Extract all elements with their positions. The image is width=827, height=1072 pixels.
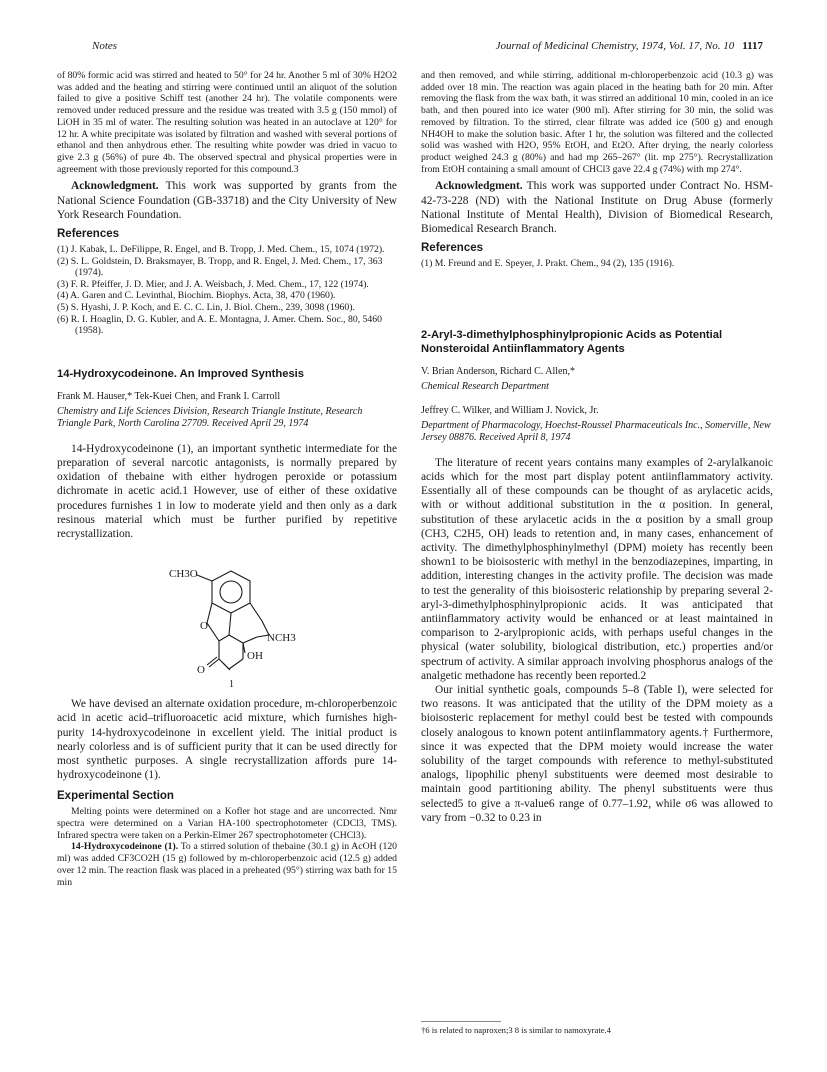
acknowledgment: [57, 179, 397, 222]
reference-list: [421, 258, 773, 270]
page-number: 1117: [742, 40, 763, 52]
intro-paragraph-1: 14-Hydroxycodeinone (1), an important synthetic intermediate for the preparation of several narcotic antagonists, is normally prepared by oxidation of thebaine with either hydrogen peroxide or potassium dichromate in acetic acid.1 However, use of either of these oxidative procedures furnishes 1 in low to moderate yield and then only as a dark resinous material which must be further purified by repetitive recrystallization.: [57, 442, 397, 540]
article-affiliation: Chemistry and Life Sciences Division, Research Triangle Institute, Research Triangle Park, North Carolina 27709. Received April 29, 1974: [57, 405, 363, 429]
ring-oxygen-label: O: [200, 620, 208, 633]
running-header-right: [496, 40, 763, 52]
footnote-rule: [421, 1021, 501, 1022]
reference-item: (1) M. Freund and E. Speyer, J. Prakt. Chem., 94 (2), 135 (1916).: [421, 258, 675, 270]
reference-item: (5) S. Hyashi, J. P. Koch, and E. C. C. Lin, J. Biol. Chem., 239, 3098 (1960).: [57, 301, 355, 313]
ketone-oxygen-label: O: [197, 664, 205, 677]
compound-heading: 14-Hydroxycodeinone (1).: [71, 841, 179, 853]
right-column: [421, 70, 773, 825]
article-authors: V. Brian Anderson, Richard C. Allen,*: [421, 365, 575, 377]
experimental-text: To a stirred solution of thebaine (30.1 g) in AcOH (120 ml) was added CF3CO2H (15 g) followed by m-chloroperbenzoic acid (12.5 g) added over 12 min. The reaction flask was placed in a preheated (95°) stirring wax bath for 15 min: [57, 841, 398, 888]
acknowledgment-text: This work was supported by grants from the National Science Foundation (GB-33718) and the City University of New York Research Foundation.: [57, 180, 397, 221]
acknowledgment-label: Acknowledgment.: [435, 180, 523, 193]
reference-item: (4) A. Garen and C. Levinthal, Biochim. Biophys. Acta, 38, 470 (1960).: [57, 290, 336, 302]
reference-list: [57, 244, 397, 337]
experimental-paragraph-2: [57, 841, 397, 888]
structure-drawing: [57, 549, 397, 689]
footnote-text: †6 is related to naproxen;3 8 is similar to namoxyrate.4: [421, 1025, 611, 1035]
intro-paragraph-2: We have devised an alternate oxidation procedure, m-chloroperbenzoic acid in acetic acid–trifluoroacetic acid mixture, which furnishes high-purity 14-hydroxycodeinone in excellent yield. The initial product is nearly colorless and is of sufficient purity that it can be used directly for most synthetic purposes. A single recrystallization affords pure 14-hydroxycodeinone (1).: [57, 698, 397, 782]
reference-item: (1) J. Kabak, L. DeFilippe, R. Engel, and B. Tropp, J. Med. Chem., 15, 1074 (1972).: [57, 243, 385, 255]
references-heading: References: [421, 242, 484, 255]
amine-label: NCH3: [267, 632, 296, 645]
reference-item: (2) S. L. Goldstein, D. Braksmayer, B. Tropp, and R. Engel, J. Med. Chem., 17, 363 (1974).: [57, 255, 383, 279]
acknowledgment-label: Acknowledgment.: [71, 180, 159, 193]
acknowledgment: [421, 179, 773, 236]
article-affiliation: Department of Pharmacology, Hoechst-Roussel Pharmaceuticals Inc., Somerville, New Jersey 08876. Received April 8, 1974: [421, 419, 771, 443]
continued-paragraph: and then removed, and while stirring, additional m-chloroperbenzoic acid (10.3 g) was added over 18 min. The reaction was again placed in the heating bath for 20 min. After removing the flask from the wax bath, it was stirred an additional 10 min, cooled in an ice bath, and then poured into ice water (900 ml). After stirring for 30 min, the solid was removed by filtration. To the stirred, clear filtrate was added ice (500 g) and enough NH4OH to make the solution basic. After 1 hr, the solution was filtered and the collected solid was washed with H2O, 95% EtOH, and Et2O. After drying, the nearly colorless product weighed 24.3 g (80%) and had mp 265–267° (lit. mp 275°). Recrystallization from EtOH containing a small amount of CHCl3 gave 22.4 g (74%) with mp 274°.: [421, 70, 773, 175]
acknowledgment-text: This work was supported under Contract No. HSM-42-73-228 (ND) with the National Institute on Drug Abuse (formerly National Institute of Mental Health), Division of Biomedical Research, Biomedical Research Branch.: [421, 180, 773, 235]
journal-citation: Journal of Medicinal Chemistry, 1974, Vol. 17, No. 10: [495, 40, 735, 52]
continued-paragraph: of 80% formic acid was stirred and heated to 50° for 24 hr. Another 5 ml of 30% H2O2 was added and the heating and stirring were continued until an aliquot of the solution failed to give a positive Schiff test (another 24 hr). The volatile components were removed under reduced pressure and the residue was treated with 3.5 g (150 mmol) of LiOH in 35 ml of water. The resulting solution was heated in an autoclave at 120° for 12 hr. A white precipitate was isolated by filtration and washed with several portions of ethanol and then anhydrous ether. The resulting white powder was dried in vacuo to give 2.3 g (56%) of pure 4b. The observed spectral and physical properties were in agreement with those previously reported for this compound.3: [57, 70, 397, 175]
reference-item: (6) R. I. Hoaglin, D. G. Kubler, and A. E. Montagna, J. Amer. Chem. Soc., 80, 5460 (1958).: [57, 313, 382, 337]
article-title: 2-Aryl-3-dimethylphosphinylpropionic Acids as Potential Nonsteroidal Antiinflammatory Agents: [421, 328, 723, 355]
experimental-heading: Experimental Section: [57, 790, 174, 803]
running-header-left: Notes: [92, 40, 118, 52]
compound-number: 1: [229, 679, 234, 690]
left-column: [57, 70, 397, 888]
article-title: 14-Hydroxycodeinone. An Improved Synthesis: [57, 367, 305, 380]
experimental-paragraph-1: Melting points were determined on a Kofler hot stage and are uncorrected. Nmr spectra were determined on a Varian HA-100 spectrophotometer (CDCl3, TMS). Infrared spectra were taken on a Perkin-Elmer 267 spectrophotometer (CHCl3).: [57, 806, 397, 841]
footnote: [421, 1021, 773, 1035]
methoxy-label: CH3O: [169, 568, 198, 581]
hydroxy-label: OH: [247, 650, 263, 663]
article-authors: Jeffrey C. Wilker, and William J. Novick, Jr.: [421, 404, 599, 416]
references-heading: References: [57, 227, 120, 240]
article-affiliation: Chemical Research Department: [421, 380, 549, 392]
body-paragraph-1: The literature of recent years contains many examples of 2-arylalkanoic acids which for the most part display potent antiinflammatory activity. Essentially all of these compounds can be thought of as arylacetic acids, with or without additional substitution in the α position. In general, substitution of these arylacetic acids in the α position by a small group (CH3, C2H5, OH) leads to retention and, in many cases, enhancement of activity. The dimethylphosphinylmethyl (DPM) moiety has recently been shown1 to be bioisosteric with methyl in the benzodiazepines, imparting, in addition, interesting changes in the activity profile. The decision was made to test the generality of this bioisosteric relationship by preparing several 2-aryl-3-dimethylphosphinylpropionic acids. It was anticipated that antiinflammatory activity would be enhanced or at least maintained in comparison to 2-arylpropionic acids, with perhaps useful changes in the physical (water solubility, biological distribution, etc.) properties and/or spectrum of activity. A similar approach involving phosphorus analogs of the analgetic methadone has recently been reported.2: [421, 456, 773, 682]
chemical-structure: [57, 549, 397, 689]
reference-item: (3) F. R. Pfeiffer, J. D. Mier, and J. A. Weisbach, J. Med. Chem., 17, 122 (1974).: [57, 278, 369, 290]
article-authors: Frank M. Hauser,* Tek-Kuei Chen, and Frank I. Carroll: [57, 390, 281, 402]
body-paragraph-2: Our initial synthetic goals, compounds 5–8 (Table I), were selected for two reasons. It was anticipated that the utility of the DPM moiety as a bioisosteric replacement for methyl could best be tested with compounds closely analogous to known potent antiinflammatory agents.† Furthermore, since it was expected that the DPM moiety would increase the water solubility of the target compounds with reference to methyl-substituted analogs, lipophilic phenyl substituents were deemed most desirable to maintain good partitioning ability. The phenyl substituents were thus selected5 to give a π-value6 range of 0.77–1.92, while σ6 was allowed to vary from −0.32 to 0.23 in: [421, 683, 773, 824]
